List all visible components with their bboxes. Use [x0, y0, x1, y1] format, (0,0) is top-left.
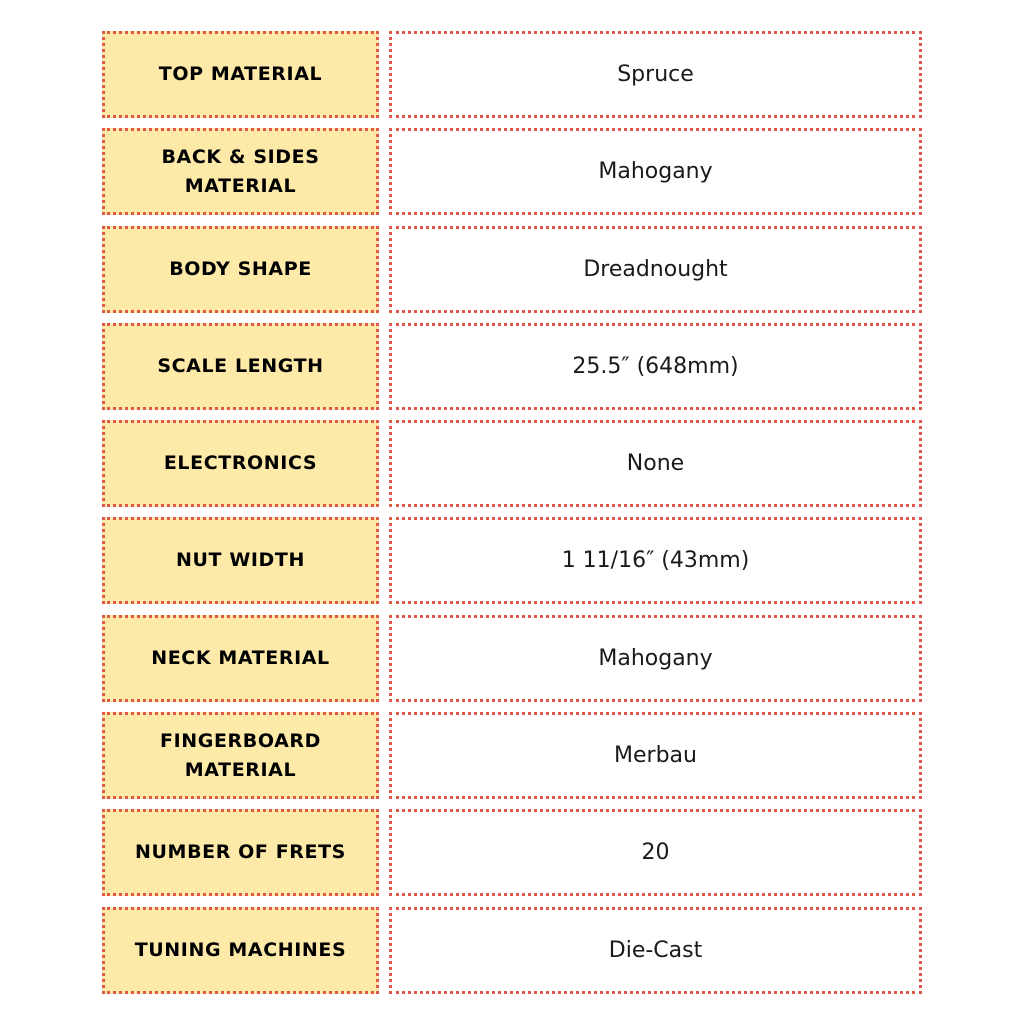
spec-row-fingerboard-material [102, 712, 922, 799]
spec-label: ELECTRONICS [102, 420, 379, 507]
spec-label: NECK MATERIAL [102, 615, 379, 702]
spec-label: TOP MATERIAL [102, 31, 379, 118]
spec-value: Merbau [389, 712, 922, 799]
spec-table [102, 31, 922, 994]
spec-label: TUNING MACHINES [102, 907, 379, 994]
spec-value: Dreadnought [389, 226, 922, 313]
spec-row-electronics [102, 420, 922, 507]
spec-label: NUMBER OF FRETS [102, 809, 379, 896]
spec-row-back-sides-material [102, 128, 922, 215]
spec-value: Mahogany [389, 128, 922, 215]
spec-label: BACK & SIDES MATERIAL [102, 128, 379, 215]
spec-label: SCALE LENGTH [102, 323, 379, 410]
spec-row-scale-length [102, 323, 922, 410]
spec-label: BODY SHAPE [102, 226, 379, 313]
spec-value: Die-Cast [389, 907, 922, 994]
spec-row-body-shape [102, 226, 922, 313]
spec-row-tuning-machines [102, 907, 922, 994]
spec-row-number-of-frets [102, 809, 922, 896]
spec-label: NUT WIDTH [102, 517, 379, 604]
spec-value: None [389, 420, 922, 507]
spec-value: Mahogany [389, 615, 922, 702]
spec-value: 25.5″ (648mm) [389, 323, 922, 410]
spec-row-top-material [102, 31, 922, 118]
spec-value: 20 [389, 809, 922, 896]
spec-label: FINGERBOARD MATERIAL [102, 712, 379, 799]
spec-row-neck-material [102, 615, 922, 702]
spec-value: Spruce [389, 31, 922, 118]
spec-row-nut-width [102, 517, 922, 604]
spec-value: 1 11/16″ (43mm) [389, 517, 922, 604]
